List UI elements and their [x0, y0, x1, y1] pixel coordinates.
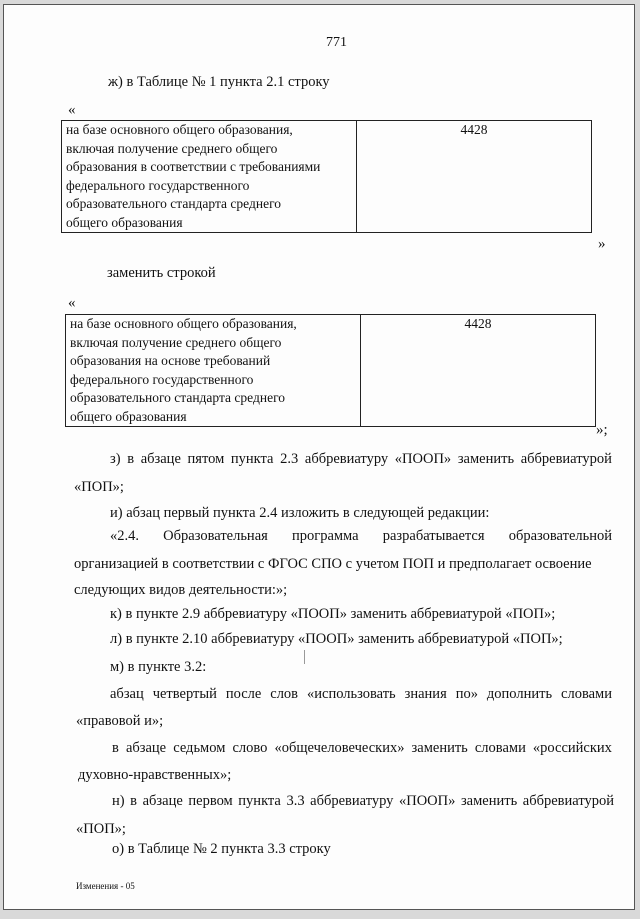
scan-mark — [304, 650, 305, 664]
table-row — [62, 121, 592, 233]
table-new-cell-description — [66, 315, 361, 427]
word: программа — [291, 528, 359, 544]
word: разрабатывается — [382, 528, 485, 544]
replace-with-row: заменить строкой — [107, 265, 216, 281]
item-zh: ж) в Таблице № 1 пункта 2.1 строку — [108, 74, 330, 90]
word: пятом — [187, 451, 225, 467]
document-page — [3, 4, 635, 910]
word: заменить — [411, 740, 468, 756]
table-old-cell-description — [62, 121, 357, 233]
word: аббревиатуру — [310, 793, 394, 809]
word: пункта — [238, 793, 281, 809]
table-new-description: на базе основного общего образования, включая получение среднего общего образования на основе требований федерального государственного образовательного стандарта среднего общего образования — [70, 316, 297, 424]
word: дополнить — [486, 686, 553, 702]
table-row — [66, 315, 596, 427]
word: седьмом — [173, 740, 226, 756]
item-m-a-line1 — [110, 686, 612, 703]
word: абзаце — [125, 740, 167, 756]
word: слов — [270, 686, 299, 702]
page-number: 771 — [326, 35, 347, 50]
item-i: и) абзац первый пункта 2.4 изложить в следующей редакции: — [110, 505, 490, 521]
item-n-line2: «ПОП»; — [76, 821, 126, 837]
word: н) — [112, 793, 125, 809]
word: 3.3 — [286, 793, 305, 809]
item-m-b-line2: духовно-нравственных»; — [78, 767, 232, 783]
item-m-b-line1 — [112, 740, 612, 757]
table-old-cell-value — [357, 121, 592, 233]
table-old-description: на базе основного общего образования, включая получение среднего общего образования в соответствии с требованиями федерального государственного образовательного стандарта среднего общего образования — [66, 122, 321, 230]
word: «использовать — [307, 686, 396, 702]
item-m-a-line2: «правовой и»; — [76, 713, 164, 729]
word: з) — [110, 451, 121, 467]
close-quote-semicolon: »; — [596, 422, 608, 438]
word: Образовательная — [163, 528, 268, 544]
footer-note: Изменения - 05 — [76, 881, 135, 891]
table-new-row — [65, 314, 596, 427]
word: пункта — [230, 451, 274, 467]
word: «ПООП» — [394, 451, 452, 467]
word: аббревиатурой — [522, 793, 614, 809]
table-old-row — [61, 120, 592, 233]
word: аббревиатурой — [520, 451, 612, 467]
word: «ПООП» — [398, 793, 456, 809]
word: в — [130, 793, 138, 809]
word: заменить — [460, 793, 518, 809]
word: словами — [474, 740, 526, 756]
table-new-value: 4428 — [464, 316, 492, 331]
word: после — [225, 686, 262, 702]
item-z-line2: «ПОП»; — [74, 479, 124, 495]
item-l: л) в пункте 2.10 аббревиатуру «ПООП» заменить аббревиатурой «ПОП»; — [110, 631, 563, 647]
word: абзаце — [142, 793, 183, 809]
word: слово — [232, 740, 268, 756]
word: абзаце — [140, 451, 181, 467]
word: четвертый — [152, 686, 217, 702]
word: «общечеловеческих» — [274, 740, 405, 756]
item-i-quote-line2: организацией в соответствии с ФГОС СПО с учетом ПОП и предполагает освоение — [74, 556, 592, 572]
item-k: к) в пункте 2.9 аббревиатуру «ПООП» заменить аббревиатурой «ПОП»; — [110, 606, 556, 622]
word: 2.3 — [280, 451, 299, 467]
item-i-quote-line3: следующих видов деятельности:»; — [74, 582, 288, 598]
word: первом — [188, 793, 233, 809]
word: аббревиатуру — [304, 451, 389, 467]
word: заменить — [457, 451, 515, 467]
close-quote: » — [598, 236, 606, 252]
open-quote-2: « — [68, 295, 76, 311]
word: «российских — [532, 740, 612, 756]
table-new-cell-value — [361, 315, 596, 427]
item-m: м) в пункте 3.2: — [110, 659, 207, 675]
item-n-line1 — [112, 793, 614, 810]
word: знания — [404, 686, 447, 702]
item-i-quote-line1 — [110, 528, 612, 545]
word: «2.4. — [110, 528, 139, 544]
word: образовательной — [508, 528, 612, 544]
word: в — [127, 451, 135, 467]
word: абзац — [110, 686, 144, 702]
word: по» — [455, 686, 478, 702]
word: словами — [561, 686, 612, 702]
open-quote: « — [68, 102, 76, 118]
table-old-value: 4428 — [460, 122, 488, 137]
item-z-line1 — [110, 451, 612, 468]
word: в — [112, 740, 119, 756]
item-o: о) в Таблице № 2 пункта 3.3 строку — [112, 841, 331, 857]
